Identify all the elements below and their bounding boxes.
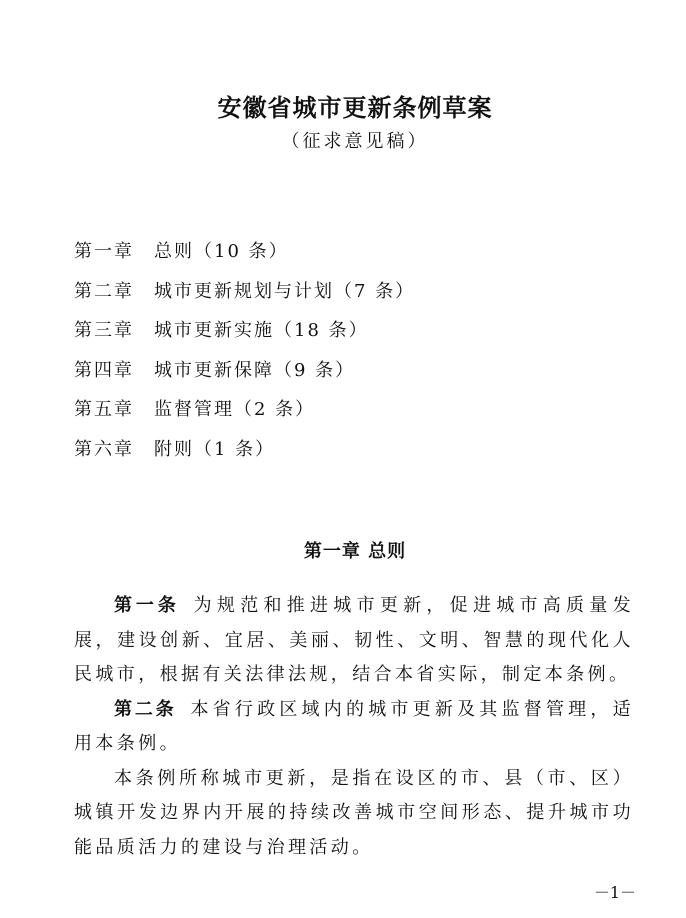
document-title: 安徽省城市更新条例草案 [217, 93, 493, 122]
toc-chapter-number: 第二章 [74, 280, 134, 302]
toc-chapter-title: 城市更新保障（9 条） [154, 359, 356, 381]
toc-chapter-title: 城市更新规划与计划（7 条） [154, 280, 416, 302]
article-number: 第二条 [114, 698, 177, 720]
toc-item [74, 397, 634, 437]
toc-chapter-title: 城市更新实施（18 条） [154, 320, 369, 341]
article-text: 本省行政区域内的城市更新及其监督管理，适用本条例。 [74, 698, 635, 754]
toc-chapter-number: 第五章 [74, 399, 134, 420]
document-subtitle: （征求意见稿） [281, 131, 429, 152]
toc-chapter-number: 第六章 [74, 438, 134, 460]
toc-chapter-title: 监督管理（2 条） [154, 399, 316, 420]
chapter-body [74, 589, 634, 865]
toc-item [74, 279, 634, 319]
chapter-heading: 第一章 总则 [303, 541, 407, 562]
toc-chapter-number: 第三章 [74, 320, 134, 341]
article-paragraph [74, 589, 634, 693]
article-number: 第一条 [114, 595, 180, 616]
toc-item [74, 318, 634, 358]
toc-item [74, 239, 634, 279]
toc-chapter-number: 第四章 [74, 359, 134, 381]
toc-chapter-title: 附则（1 条） [154, 438, 276, 460]
page-number: －1－ [593, 883, 636, 902]
table-of-contents [74, 239, 634, 476]
article-paragraph [74, 693, 634, 762]
toc-item [74, 437, 634, 477]
article-paragraph [74, 762, 634, 866]
toc-chapter-title: 总则（10 条） [154, 241, 289, 262]
toc-chapter-number: 第一章 [74, 241, 134, 262]
article-text: 本条例所称城市更新，是指在设区的市、县（市、区）城镇开发边界内开展的持续改善城市空间形态、提升城市功能品质活力的建设与治理活动。 [74, 767, 634, 858]
article-text: 为规范和推进城市更新，促进城市高质量发展，建设创新、宜居、美丽、韧性、文明、智慧的现代化人民城市，根据有关法律法规，结合本省实际，制定本条例。 [74, 595, 635, 685]
toc-item [74, 358, 634, 398]
